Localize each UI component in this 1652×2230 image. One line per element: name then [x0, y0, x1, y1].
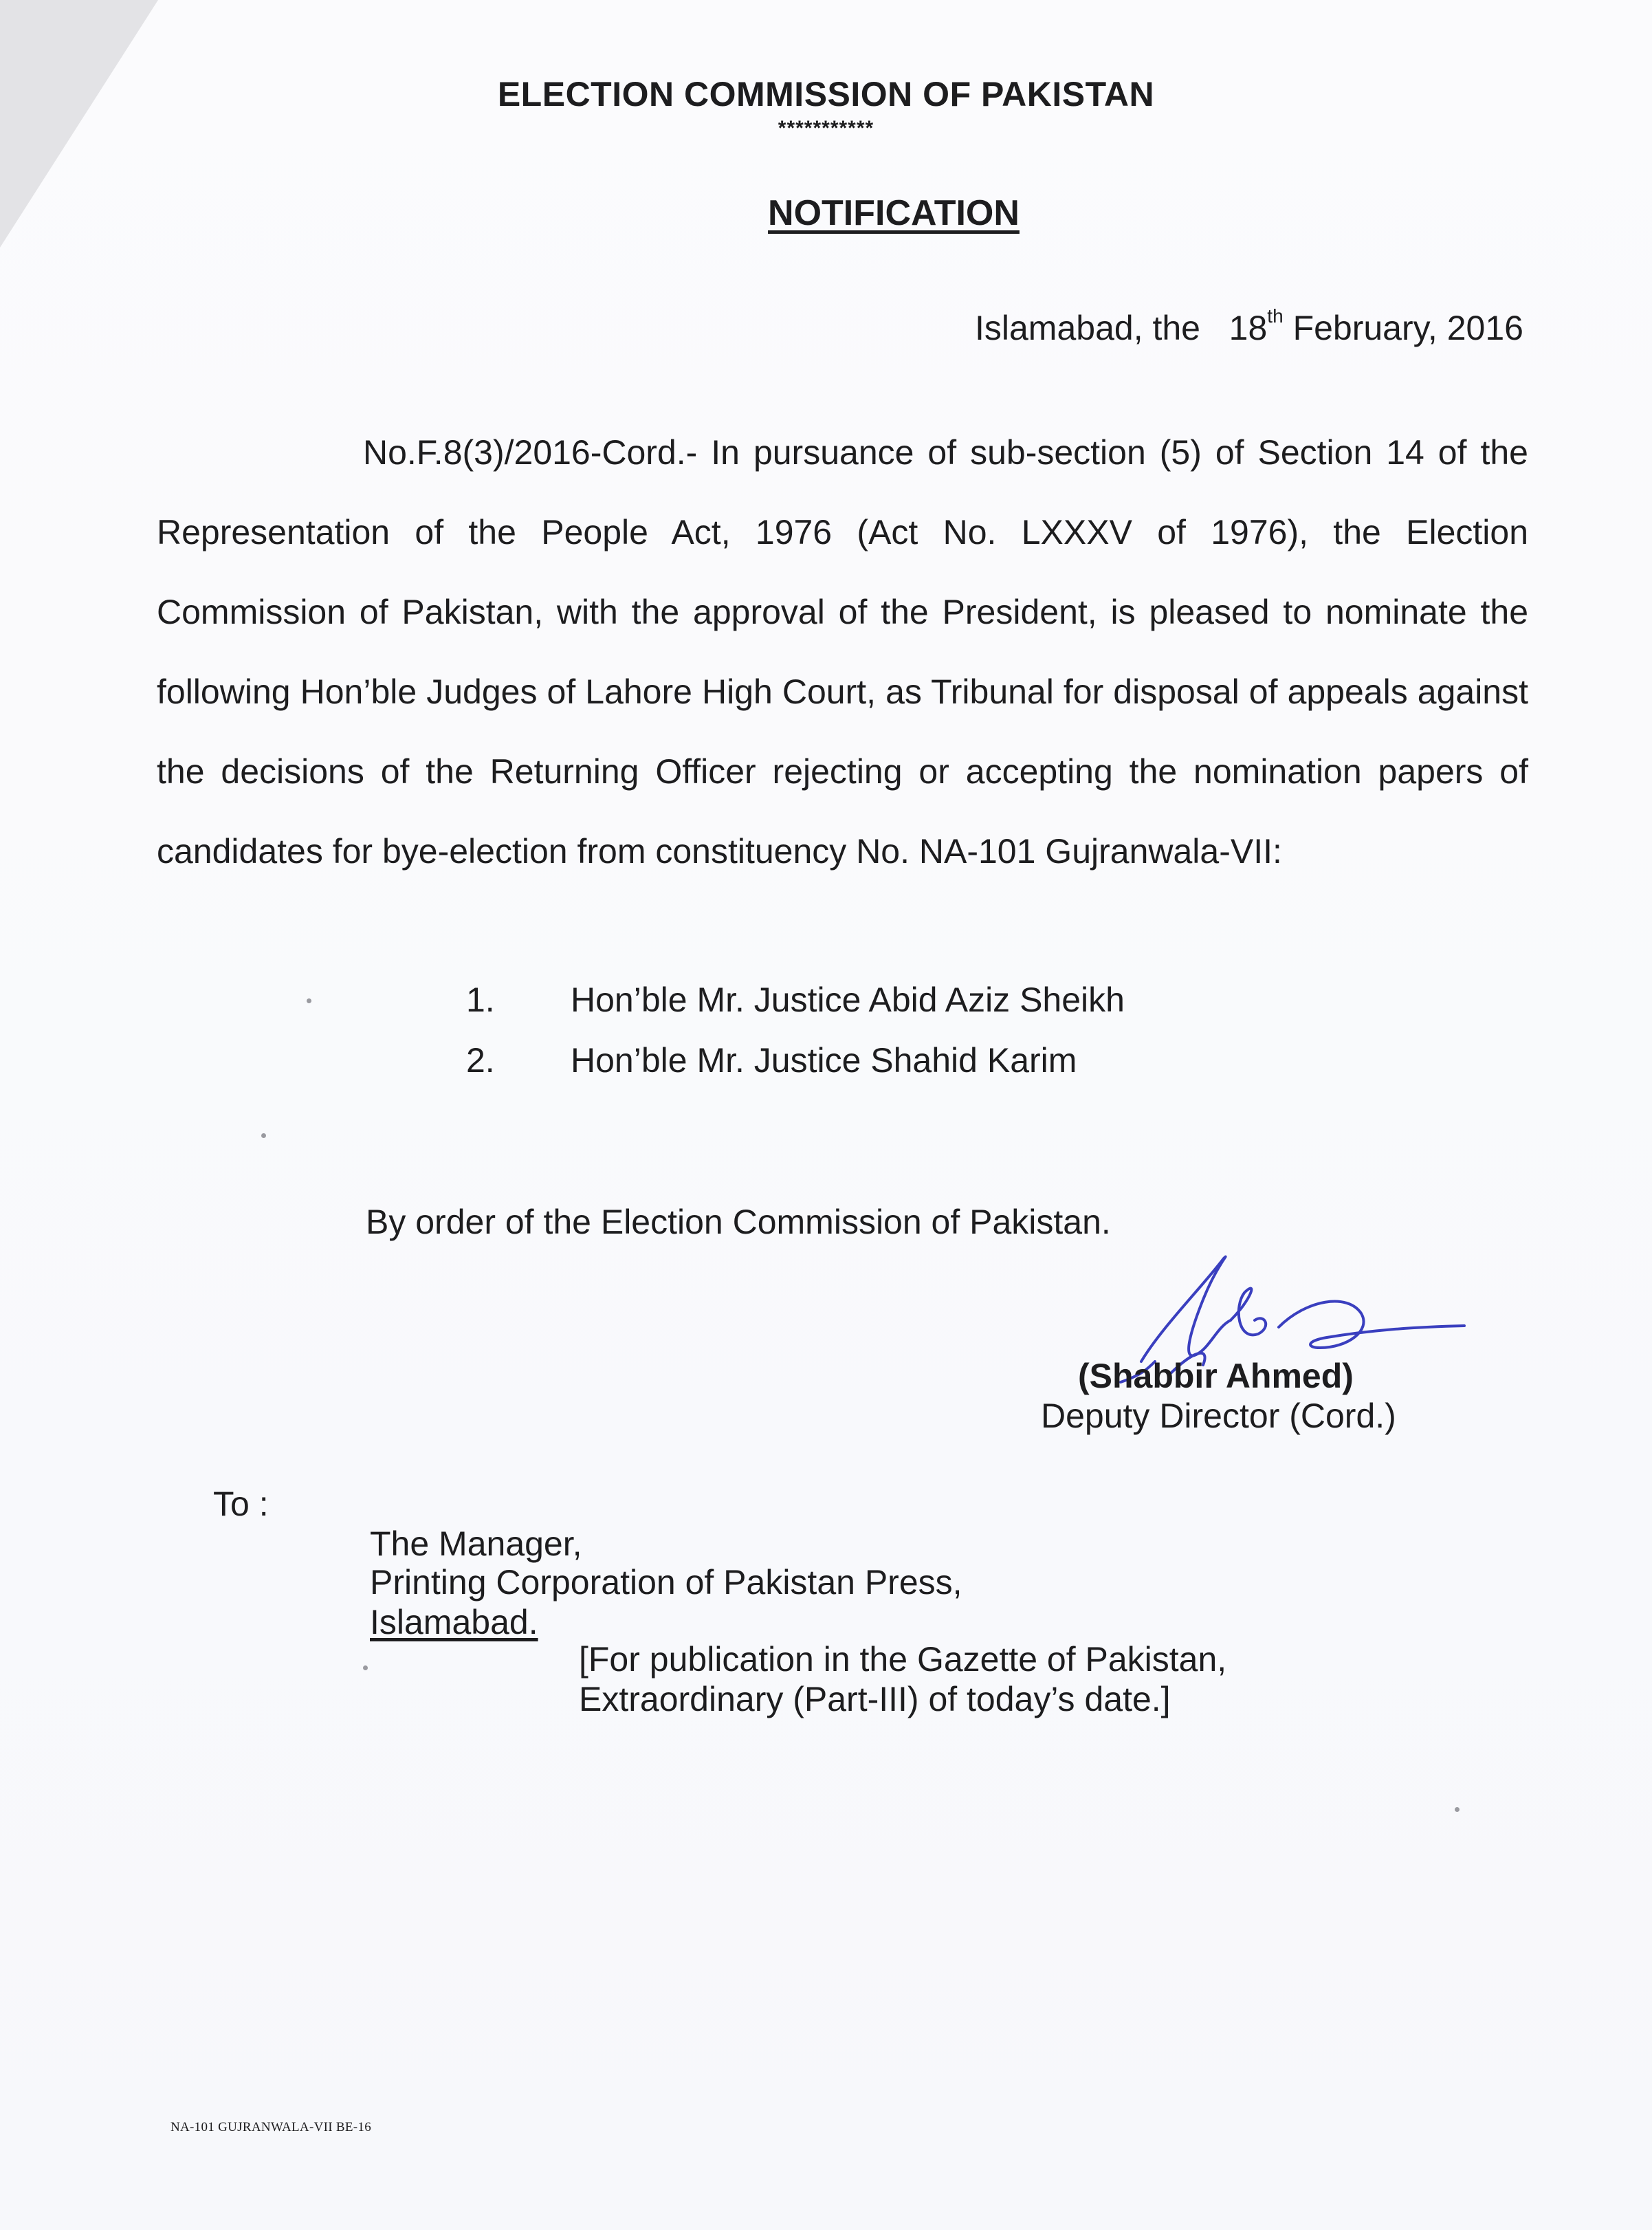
paper-speck [261, 1133, 266, 1138]
dateline [975, 305, 1523, 348]
signatory-name: (Shabbir Ahmed) [1078, 1357, 1354, 1395]
publication-note-line-2: Extraordinary (Part-III) of today’s date.] [579, 1680, 1171, 1718]
list-item-number: 1. [466, 981, 495, 1019]
paper-speck [307, 998, 311, 1003]
order-line: By order of the Election Commission of Pakistan. [366, 1203, 1111, 1241]
dateline-month-year: February, 2016 [1292, 309, 1523, 347]
list-item [466, 970, 1125, 1030]
recipient-line-3: Islamabad. [370, 1603, 538, 1641]
list-item-name: Hon’ble Mr. Justice Abid Aziz Sheikh [571, 981, 1125, 1019]
list-item [466, 1030, 1125, 1091]
paper-speck [363, 1665, 368, 1670]
publication-note-line-1: [For publication in the Gazette of Pakistan, [579, 1640, 1227, 1679]
organization-heading: ELECTION COMMISSION OF PAKISTAN [497, 75, 1155, 113]
recipient-line-1: The Manager, [370, 1524, 582, 1563]
recipient-line-2: Printing Corporation of Pakistan Press, [370, 1563, 962, 1602]
list-item-name: Hon’ble Mr. Justice Shahid Karim [571, 1041, 1077, 1080]
footer-reference: NA-101 GUJRANWALA-VII BE-16 [170, 2120, 372, 2134]
dateline-day-suffix: th [1267, 305, 1284, 327]
list-item-number: 2. [466, 1041, 495, 1080]
paper-speck [1455, 1807, 1460, 1812]
notification-body: No.F.8(3)/2016-Cord.- In pursuance of sub-section (5) of Section 14 of the Representation of the People Act, 1976 (Act No. LXXXV of 1976), the Election Commission of Pakistan, with the approval of the President, is pleased to nominate the following Hon’ble Judges of Lahore High Court, as Tribunal for disposal of appeals against the decisions of the Returning Officer rejecting or accepting the nomination papers of candidates for bye-election from constituency No. NA-101 Gujranwala-VII: [157, 433, 1528, 871]
notification-title: NOTIFICATION [768, 193, 1020, 233]
nominee-list [466, 970, 1125, 1091]
dateline-prefix: Islamabad, the [975, 309, 1200, 347]
signatory-designation: Deputy Director (Cord.) [1041, 1397, 1396, 1435]
to-label: To : [213, 1485, 269, 1523]
heading-separator: *********** [778, 117, 874, 140]
dateline-day: 18 [1229, 309, 1268, 347]
